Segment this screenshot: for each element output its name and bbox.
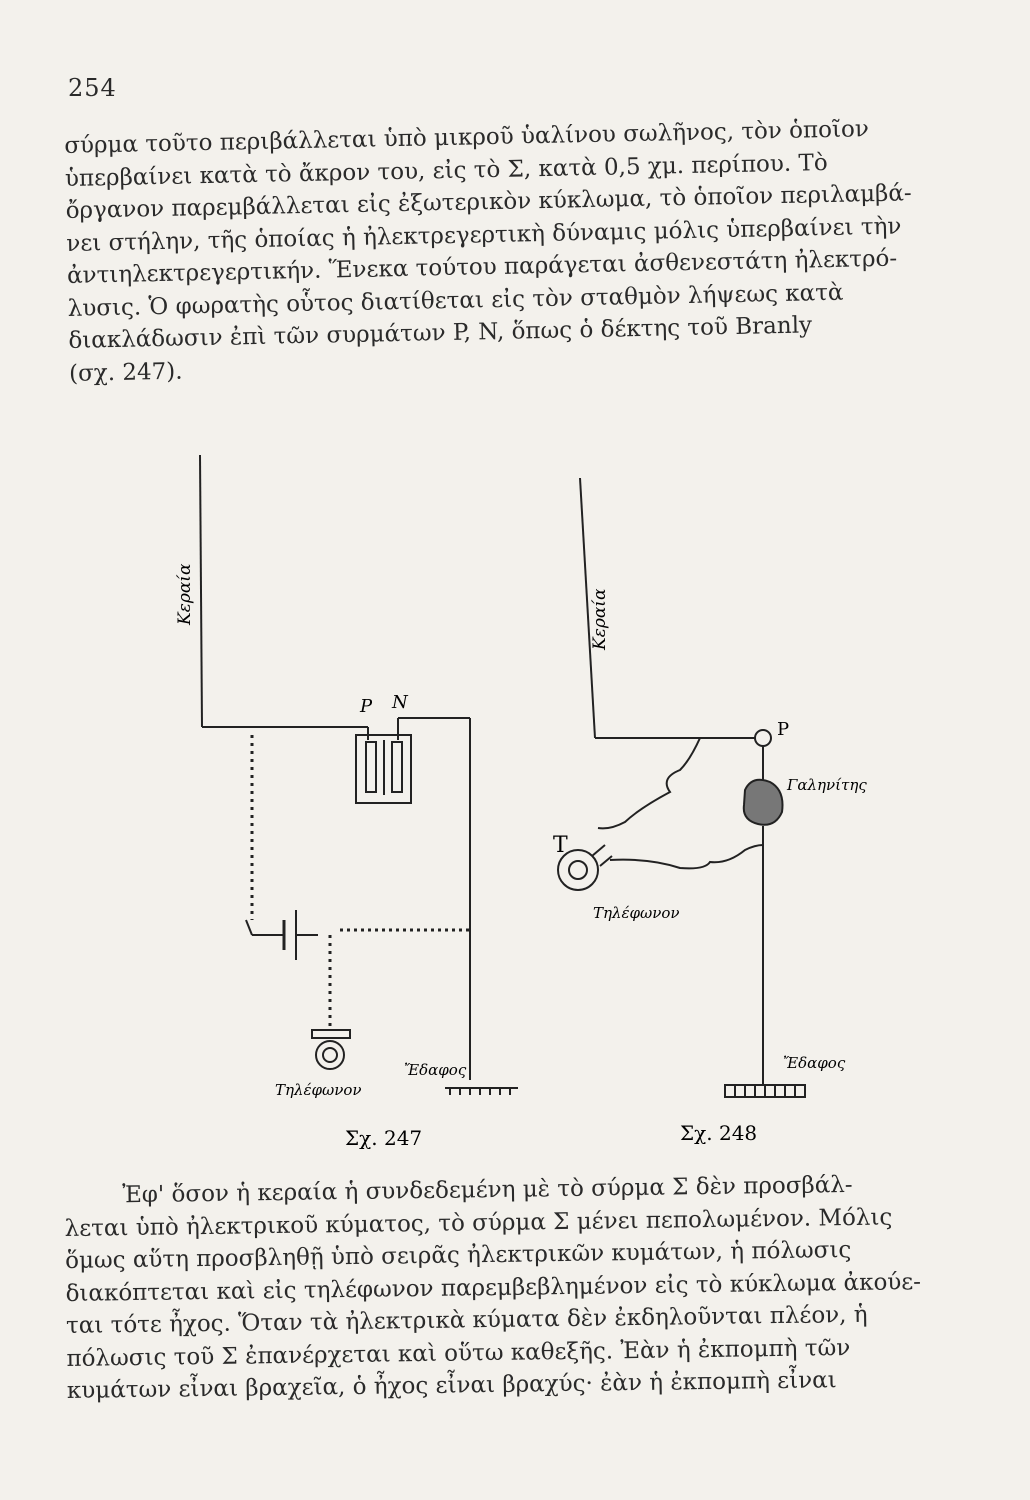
label-ground-248: Ἔδαφος bbox=[783, 1054, 846, 1072]
label-telephone-248: Τηλέφωνον bbox=[593, 904, 680, 922]
label-antenna-247: Κεραία bbox=[175, 563, 195, 625]
label-t: T bbox=[553, 833, 568, 858]
text-line: Ἐφ' ὅσον ἡ κεραία ἡ συνδεδεμένη μὲ τὸ σύρμα Σ δὲν προσβάλ- bbox=[122, 1171, 853, 1209]
label-telephone-247: Τηλέφωνον bbox=[275, 1081, 362, 1099]
paragraph-bottom bbox=[64, 1168, 957, 1408]
text-line: διακλάδωσιν ἐπὶ τῶν συρμάτων P, N, ὅπως ὁ δέκτης τοῦ Branly bbox=[68, 312, 813, 354]
galena-crystal bbox=[744, 780, 783, 825]
text-line: ὅμως αὕτη προσβληθῇ ὑπὸ σειρᾶς ἠλεκτρικῶν κυμάτων, ἡ πόλωσις bbox=[64, 1237, 852, 1274]
text-line: κυμάτων εἶναι βραχεῖα, ὁ ἦχος εἶναι βραχύς· ἐὰν ἡ ἐκπομπὴ εἶναι bbox=[66, 1367, 837, 1404]
label-antenna-248: Κεραία bbox=[590, 588, 610, 650]
text-line: πόλωσις τοῦ Σ ἐπανέρχεται καὶ οὕτω καθεξῆς. Ἐὰν ἡ ἐκπομπὴ τῶν bbox=[66, 1334, 851, 1372]
telephone-icon bbox=[316, 1041, 344, 1069]
text-line: νει στήλην, τῆς ὁποίας ἡ ἠλεκτρεγερτικὴ δύναμις μόλις ὑπερβαίνει τὴν bbox=[66, 212, 902, 257]
wire-telephone bbox=[610, 845, 763, 868]
figure-247-diagram bbox=[200, 455, 518, 1095]
text-line: ὄργανον παρεμβάλλεται εἰς ἐξωτερικὸν κύκλωμα, τὸ ὁποῖον περιλαμβά- bbox=[65, 180, 912, 224]
antenna-wire-247 bbox=[200, 455, 202, 727]
label-galena: Γαληνίτης bbox=[787, 776, 867, 794]
label-p-247: P bbox=[360, 696, 373, 717]
label-p-248: P bbox=[777, 719, 790, 740]
text-line: λυσις. Ὁ φωρατὴς οὗτος διατίθεται εἰς τὸν σταθμὸν λήψεως κατὰ bbox=[67, 279, 844, 322]
text-line: ἀντιηλεκτρεγερτικήν. Ἕνεκα τούτου παράγεται ἀσθενεστάτη ἠλεκτρό- bbox=[66, 245, 898, 289]
text-line: ται τότε ἦχος. Ὅταν τὰ ἠλεκτρικὰ κύματα δὲν ἐκδηλοῦνται πλέον, ἡ bbox=[65, 1301, 868, 1339]
text-line: σύρμα τοῦτο περιβάλλεται ὑπὸ μικροῦ ὑαλίνου σωλῆνος, τὸν ὁποῖον bbox=[64, 116, 870, 159]
text-line: διακόπτεται καὶ εἰς τηλέφωνον παρεμβεβλημένον εἰς τὸ κύκλωμα ἀκούε- bbox=[65, 1268, 922, 1307]
wire-cat-whisker bbox=[598, 738, 700, 828]
caption-247: Σχ. 247 bbox=[345, 1126, 423, 1150]
figure-248-diagram bbox=[558, 478, 805, 1097]
terminal-p bbox=[755, 730, 771, 746]
label-n-247: N bbox=[392, 692, 408, 713]
text-line: λεται ὑπὸ ἠλεκτρικοῦ κύματος, τὸ σύρμα Σ μένει πεπολωμένον. Μόλις bbox=[64, 1203, 893, 1242]
caption-248: Σχ. 248 bbox=[680, 1121, 758, 1145]
text-line: ὑπερβαίνει κατὰ τὸ ἄκρον του, εἰς τὸ Σ, κατὰ 0,5 χμ. περίπου. Τὸ bbox=[64, 149, 828, 192]
label-ground-247: Ἔδαφος bbox=[404, 1061, 467, 1079]
text-line: (σχ. 247). bbox=[68, 358, 183, 387]
page-number: 254 bbox=[68, 74, 117, 102]
